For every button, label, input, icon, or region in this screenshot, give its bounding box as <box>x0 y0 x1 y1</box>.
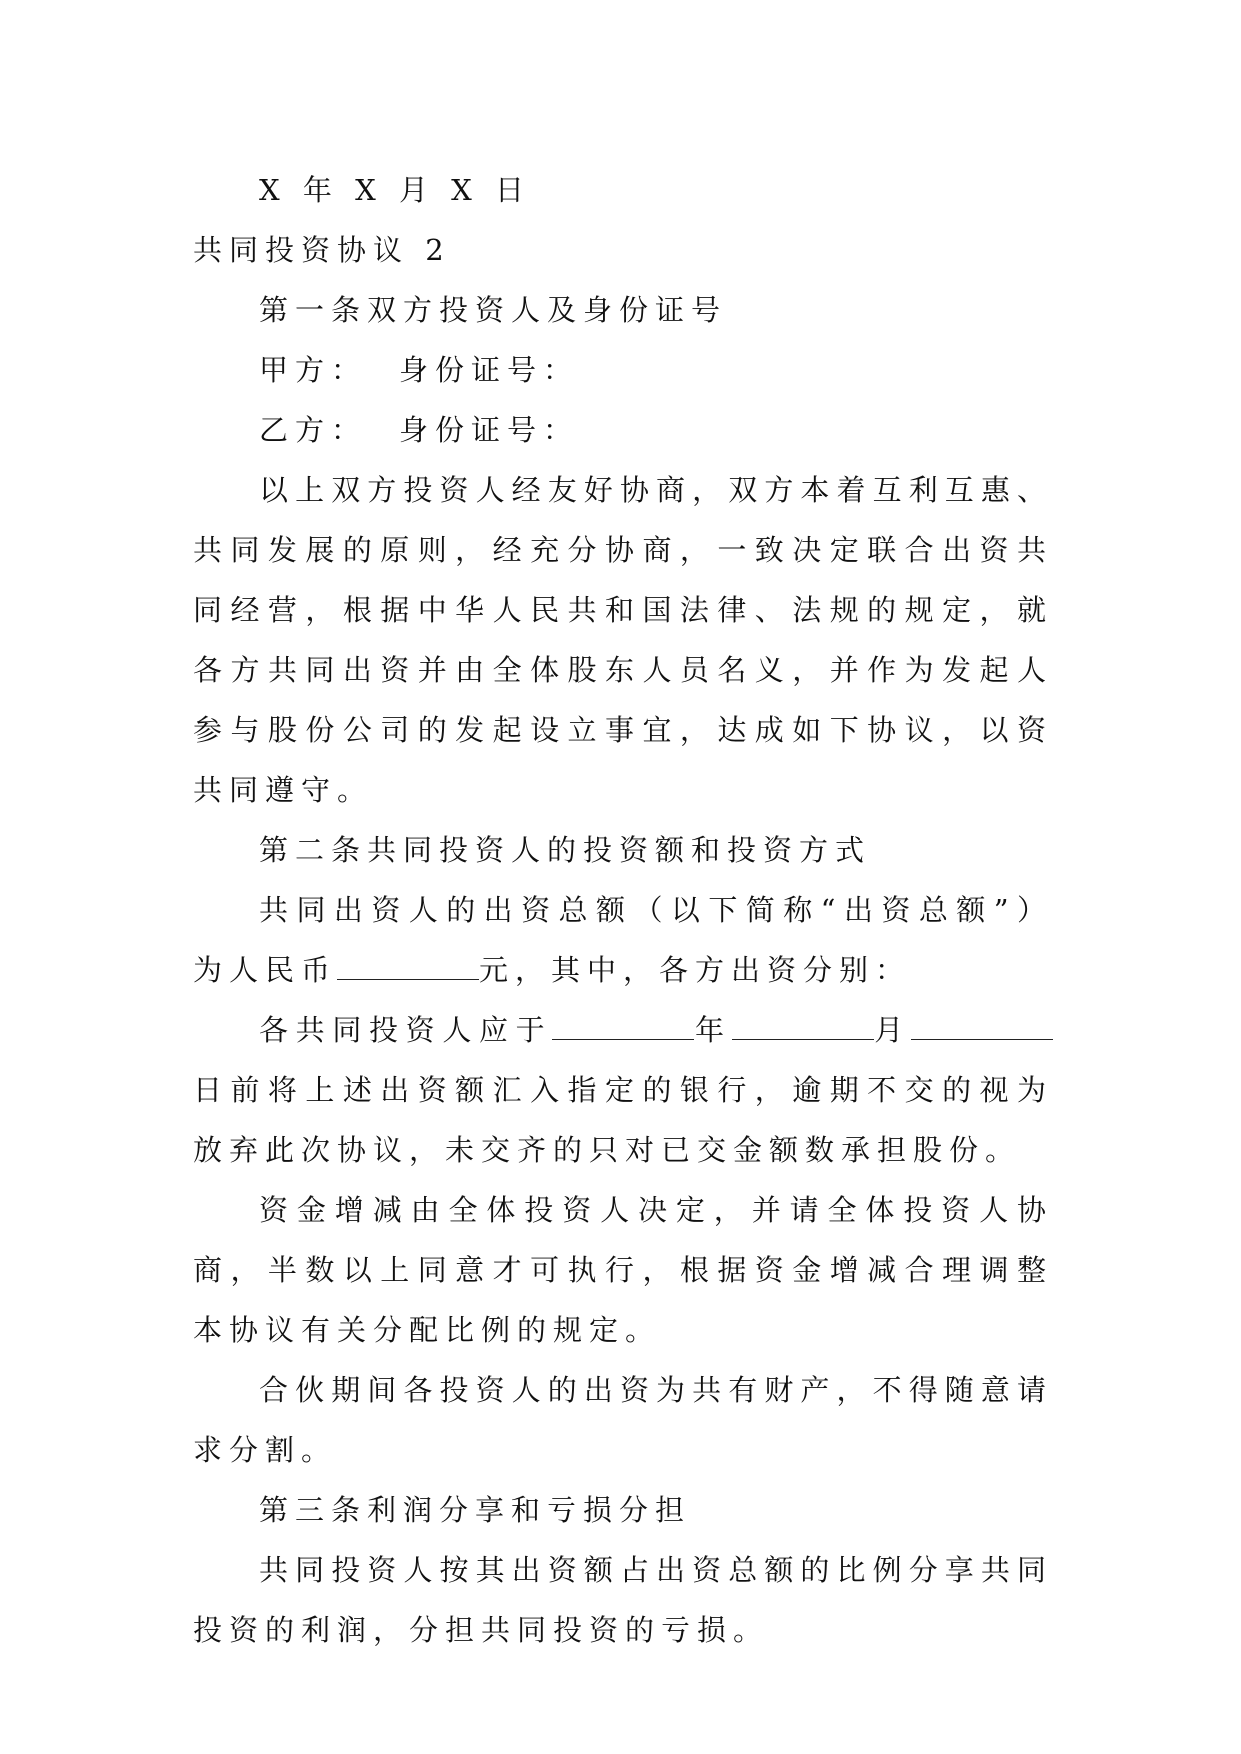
party-a-label: 甲方： <box>259 353 368 387</box>
document-body <box>193 160 1053 1660</box>
deadline-year-label: 年 <box>694 1013 732 1047</box>
article2-heading: 第二条共同投资人的投资额和投资方式 <box>259 833 872 867</box>
month-blank <box>732 1017 874 1040</box>
total-investment-paragraph <box>193 880 1053 1000</box>
total-investment-text-1: 共同出资人的出资总额（以下简称“出资总额”）为人民币 <box>193 893 1053 987</box>
deadline-text-1: 各共同投资人应于 <box>259 1013 553 1047</box>
document-title: 共同投资协议 2 <box>193 233 451 267</box>
party-b-label: 乙方： <box>259 413 368 447</box>
article1-heading: 第一条双方投资人及身份证号 <box>259 293 728 327</box>
profit-sharing-paragraph: 共同投资人按其出资额占出资总额的比例分享共同投资的利润，分担共同投资的亏损。 <box>193 1553 1053 1647</box>
joint-property-paragraph: 合伙期间各投资人的出资为共有财产，不得随意请求分割。 <box>193 1373 1053 1467</box>
deadline-text-2: 日前将上述出资额汇入指定的银行，逾期不交的视为放弃此次协议，未交齐的只对已交金额数承担股份。 <box>193 1073 1053 1167</box>
deadline-month-label: 月 <box>873 1013 911 1047</box>
total-investment-text-2: 元，其中，各方出资分别： <box>479 953 912 987</box>
article1-intro-paragraph: 以上双方投资人经友好协商，双方本着互利互惠、共同发展的原则，经充分协商，一致决定联合出资共同经营，根据中华人民共和国法律、法规的规定，就各方共同出资并由全体股东人员名义，并作为发起人参与股份公司的发起设立事宜，达成如下协议，以资共同遵守。 <box>193 473 1053 807</box>
amount-blank <box>337 957 479 980</box>
party-b-id-label: 身份证号： <box>399 413 580 447</box>
year-blank <box>552 1017 694 1040</box>
article3-heading: 第三条利润分享和亏损分担 <box>259 1493 692 1527</box>
party-a-id-label: 身份证号： <box>399 353 580 387</box>
party-b-line <box>193 400 1053 460</box>
deadline-paragraph <box>193 1000 1053 1180</box>
party-a-line <box>193 340 1053 400</box>
capital-change-paragraph: 资金增减由全体投资人决定，并请全体投资人协商，半数以上同意才可执行，根据资金增减合理调整本协议有关分配比例的规定。 <box>193 1193 1053 1347</box>
date-line: X 年 X 月 X 日 <box>259 173 532 207</box>
day-blank <box>911 1017 1053 1040</box>
